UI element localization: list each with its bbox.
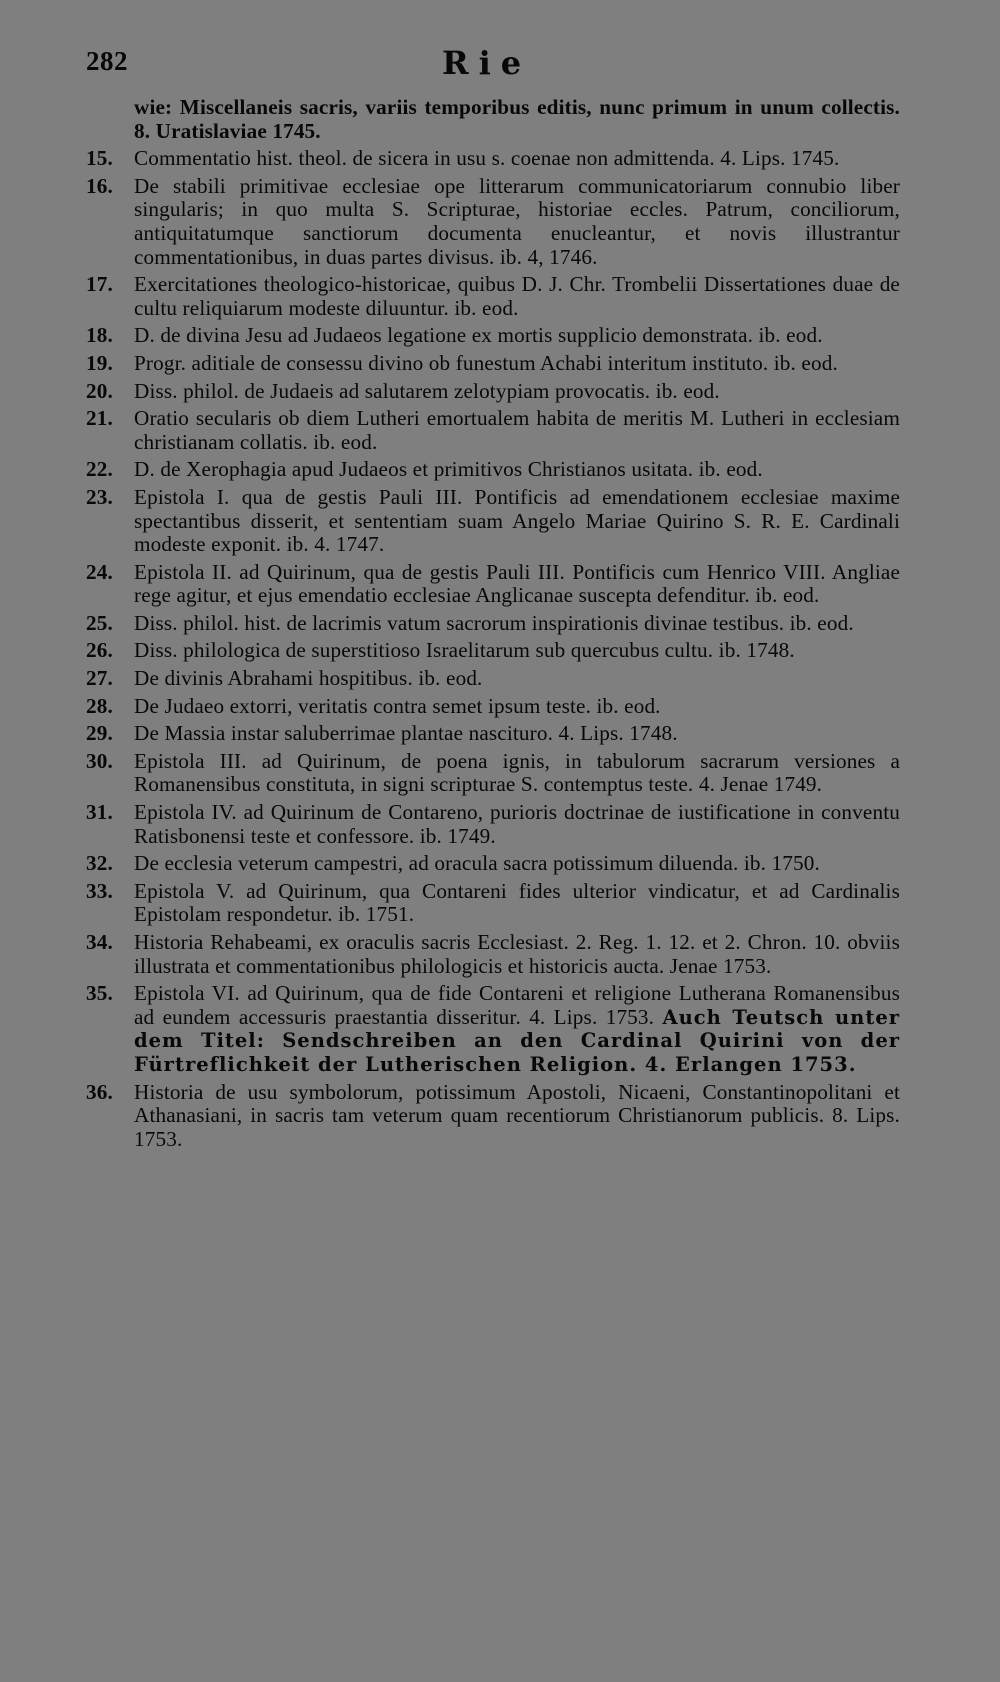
list-item [86,273,900,320]
entry-number: 27. [86,666,113,691]
list-item [86,722,900,746]
entry-text: De Judaeo extorri, veritatis contra semet ipsum teste. ib. eod. [134,693,661,718]
entry-number: 31. [86,800,113,825]
continuation-text: wie: Miscellaneis sacris, variis temporibus editis, nunc primum in unum collectis. 8. Uratislaviae 1745. [134,95,900,143]
list-item [86,667,900,691]
entry-text [134,982,900,1076]
entry-number: 21. [86,406,113,431]
list-item [86,486,900,557]
entry-text: Epistola III. ad Quirinum, de poena ignis, in tabulorum sacrarum versiones a Romanensibus constituta, in signi scripturae S. contemptus teste. 4. Jenae 1749. [134,748,900,797]
entry-german-text: Auch Teutsch unter dem Titel: Sendschreiben an den Cardinal Quirini von der Fürtreflichkeit der Lutherischen Religion. 4. Erlangen 1753. [134,1005,901,1076]
entry-text: Diss. philol. hist. de lacrimis vatum sacrorum inspirationis divinae testibus. ib. eod. [134,610,854,635]
entry-number: 15. [86,146,113,171]
list-item [86,982,900,1076]
entry-text: Historia Rehabeami, ex oraculis sacris Ecclesiast. 2. Reg. 1. 12. et 2. Chron. 10. obviis illustrata et commentationibus philologicis et historicis aucta. Jenae 1753. [134,930,900,978]
list-item [86,612,900,636]
list-item [86,1081,900,1152]
entry-number: 22. [86,457,113,482]
entry-number: 17. [86,272,113,297]
list-item [86,407,900,454]
entry-number: 18. [86,323,113,348]
entry-number: 36. [86,1079,113,1104]
entry-number: 23. [86,484,113,509]
entry-text: Epistola IV. ad Quirinum de Contareno, purioris doctrinae de iustificatione in conventu Ratisbonensi teste et confessore. ib. 1749. [134,800,900,848]
entry-number: 25. [86,610,113,635]
entry-number: 30. [86,748,113,773]
entry-number: 16. [86,173,113,198]
entry-text: D. de divina Jesu ad Judaeos legatione ex mortis supplicio demonstrata. ib. eod. [134,323,823,348]
list-item [86,147,900,171]
running-head: Rie [442,44,532,82]
list-item [86,380,900,404]
entry-text: Exercitationes theologico-historicae, quibus D. J. Chr. Trombelii Dissertationes duae de cultu reliquiarum modeste diluuntur. ib. eod. [134,272,900,320]
entry-number: 20. [86,378,113,403]
entry-text: Historia de usu symbolorum, potissimum Apostoli, Nicaeni, Constantinopolitani et Athanasiani, in sacris tam veterum quam recentiorum Christianorum publicis. 8. Lips. 1753. [134,1079,900,1151]
page-number: 282 [86,46,128,76]
page-header [86,46,926,86]
list-item [86,639,900,663]
bibliography-list [86,96,900,1155]
entry-text: De divinis Abrahami hospitibus. ib. eod. [134,666,483,691]
list-item [86,352,900,376]
list-item [86,852,900,876]
entry-text: Epistola I. qua de gestis Pauli III. Pontificis ad emendationem ecclesiae maxime spectantibus disserit, et sententiam suam Angelo Mariae Quirino S. R. E. Cardinali modeste exponit. ib. 4. 1747. [134,484,900,557]
entry-number: 34. [86,930,113,954]
list-item [86,175,900,269]
list-item [86,695,900,719]
entry-number: 26. [86,638,113,663]
entry-number: 24. [86,559,113,584]
entry-text: Progr. aditiale de consessu divino ob funestum Achabi interitum instituto. ib. eod. [134,350,838,375]
list-item [86,324,900,348]
list-item [86,880,900,927]
entry-text: Diss. philol. de Judaeis ad salutarem zelotypiam provocatis. ib. eod. [134,378,720,403]
entry-number: 19. [86,350,113,375]
entry-text: De Massia instar saluberrimae plantae nascituro. 4. Lips. 1748. [134,721,678,746]
list-item [86,750,900,797]
entry-text: Epistola II. ad Quirinum, qua de gestis Pauli III. Pontificis cum Henrico VIII. Angliae rege agitur, et ejus emendatio ecclesiae Anglicanae suscepta defenditur. ib. eod. [134,559,900,608]
entry-text: Oratio secularis ob diem Lutheri emortualem habita de meritis M. Lutheri in ecclesiam christianam collatis. ib. eod. [134,406,900,454]
entry-text: De stabili primitivae ecclesiae ope litterarum communicatoriarum connubio liber singularis; in quo multa S. Scripturae, historiae eccles. Patrum, conciliorum, antiquitatumque sanctiorum documenta enucleantur, et novis illustrantur commentationibus, in duas partes divisus. ib. 4, 1746. [134,173,900,269]
entry-text: Diss. philologica de superstitioso Israelitarum sub quercubus cultu. ib. 1748. [134,638,795,663]
entry-number: 33. [86,878,113,903]
entry-number: 32. [86,851,113,876]
entry-number: 28. [86,693,113,718]
entry-latin-text: Epistola VI. ad Quirinum, qua de fide Contareni et religione Lutherana Romanensibus ad eundem accessuris praestantia disseritur. 4. Lips. 1753. [134,981,900,1029]
entry-number: 29. [86,721,113,746]
list-item [86,801,900,848]
entry-text: Commentatio hist. theol. de sicera in usu s. coenae non admittenda. 4. Lips. 1745. [134,146,840,171]
entry-number: 35. [86,981,113,1006]
entry-text: De ecclesia veterum campestri, ad oracula sacra potissimum diluenda. ib. 1750. [134,851,820,876]
list-item [86,931,900,978]
list-item [86,458,900,482]
entry-text: Epistola V. ad Quirinum, qua Contareni fides ulterior vindicatur, et ad Cardinalis Epistolam respondetur. ib. 1751. [134,878,900,927]
entry-text: D. de Xerophagia apud Judaeos et primitivos Christianos usitata. ib. eod. [134,457,763,482]
continuation-entry [86,96,900,143]
list-item [86,561,900,608]
